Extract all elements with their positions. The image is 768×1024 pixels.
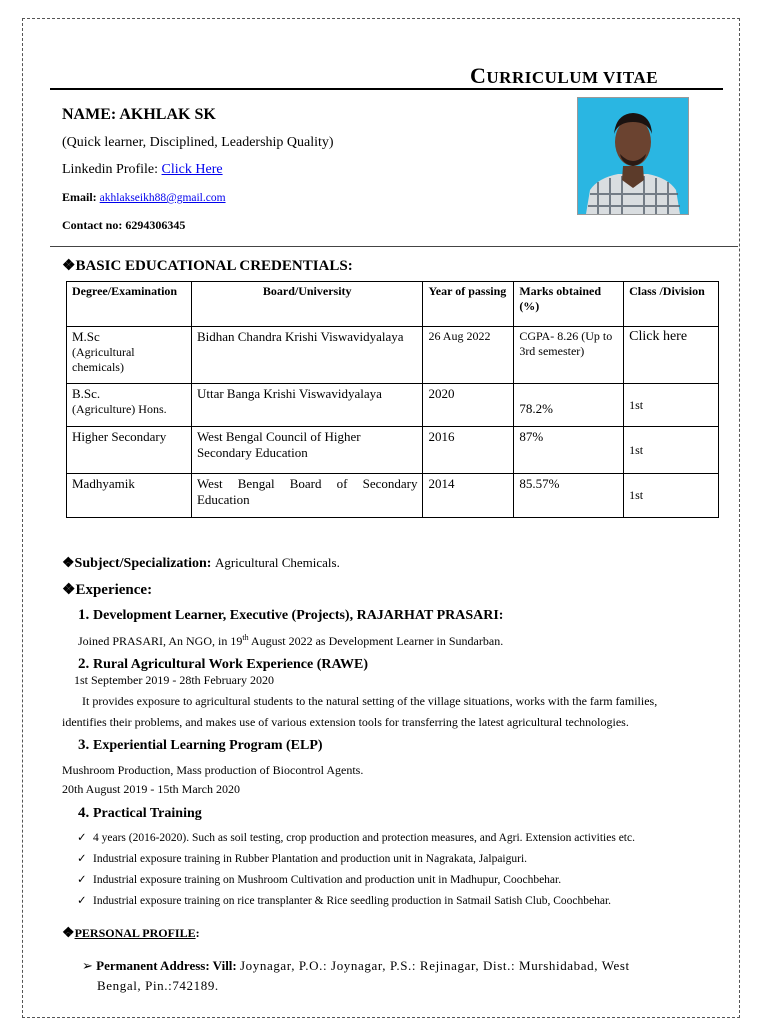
education-heading: ❖BASIC EDUCATIONAL CREDENTIALS: bbox=[62, 258, 353, 274]
degree-cell: B.Sc. bbox=[72, 386, 101, 401]
qualities-text: (Quick learner, Disciplined, Leadership Quality) bbox=[62, 135, 334, 150]
experience-item-1-text: Joined PRASARI, An NGO, in 19th August 2022 as Development Learner in Sundarban. bbox=[78, 633, 504, 648]
education-table bbox=[66, 281, 719, 518]
division-link[interactable]: Click here bbox=[624, 327, 719, 384]
year-cell: 26 Aug 2022 bbox=[423, 327, 514, 384]
marks-cell: 78.2% bbox=[514, 384, 624, 427]
degree-cell: Higher Secondary bbox=[67, 427, 192, 474]
header-marks: Marks obtained (%) bbox=[514, 282, 624, 327]
table-row bbox=[67, 474, 719, 518]
document-title: CURRICULUM VITAE bbox=[470, 63, 659, 88]
degree-subtitle: (Agriculture) Hons. bbox=[72, 402, 167, 416]
checkmark-icon: ✓ bbox=[77, 853, 87, 865]
experience-item-2-text-2: identifies their problems, and makes use of various extension tools for transferring the latest agricultural technologies. bbox=[62, 715, 629, 729]
year-cell: 2016 bbox=[423, 427, 514, 474]
degree-subtitle: (Agricultural chemicals) bbox=[72, 345, 135, 374]
diamond-bullet-icon: ❖ bbox=[62, 926, 75, 941]
table-row bbox=[67, 327, 719, 384]
experience-item-3-title: 3. Experiential Learning Program (ELP) bbox=[78, 737, 323, 753]
profile-photo bbox=[577, 97, 689, 215]
arrow-bullet-icon: ➢ bbox=[82, 958, 97, 973]
email-label: Email: bbox=[62, 190, 100, 204]
checkmark-icon: ✓ bbox=[77, 874, 87, 886]
experience-item-2-text-1: It provides exposure to agricultural students to the natural setting of the village situations, works with the farm families, bbox=[82, 694, 658, 708]
contact-number: Contact no: 6294306345 bbox=[62, 218, 186, 232]
marks-cell: 87% bbox=[514, 427, 624, 474]
email-link[interactable]: akhlakseikh88@gmail.com bbox=[99, 192, 226, 204]
candidate-name: NAME: AKHLAK SK bbox=[62, 106, 216, 123]
training-point: ✓ Industrial exposure training on Mushroom Cultivation and production unit in Madhupur, Coochbehar. bbox=[77, 874, 562, 886]
header-degree: Degree/Examination bbox=[67, 282, 192, 327]
header-division: Class /Division bbox=[624, 282, 719, 327]
linkedin-row bbox=[62, 162, 223, 178]
marks-cell: CGPA- 8.26 (Up to 3rd semester) bbox=[514, 327, 624, 384]
email-row bbox=[62, 190, 226, 205]
linkedin-link[interactable]: Click Here bbox=[161, 162, 223, 177]
header-divider bbox=[50, 246, 738, 247]
checkmark-icon: ✓ bbox=[77, 832, 87, 844]
address-line-2: Bengal, Pin.:742189. bbox=[97, 978, 219, 993]
division-cell: 1st bbox=[624, 474, 719, 518]
personal-heading-row: ❖PERSONAL PROFILE: bbox=[62, 926, 200, 941]
subject-row bbox=[62, 554, 340, 572]
table-header-row bbox=[67, 282, 719, 327]
board-cell: Bidhan Chandra Krishi Viswavidyalaya bbox=[196, 329, 404, 344]
experience-item-2-title: 2. Rural Agricultural Work Experience (RAWE) bbox=[78, 656, 369, 672]
title-rule bbox=[50, 88, 723, 90]
training-point: ✓ 4 years (2016-2020). Such as soil testing, crop production and protection measures, and Agri. Extension activities etc. bbox=[77, 832, 635, 844]
experience-item-1-title: 1. Development Learner, Executive (Projects), RAJARHAT PRASARI: bbox=[78, 607, 504, 623]
checkmark-icon: ✓ bbox=[77, 895, 87, 907]
subject-label: ❖Subject/Specialization: bbox=[62, 556, 215, 571]
board-cell: Uttar Banga Krishi Viswavidyalaya bbox=[191, 384, 423, 427]
degree-cell: Madhyamik bbox=[67, 474, 192, 518]
header-board: Board/University bbox=[191, 282, 423, 327]
experience-item-3-text: Mushroom Production, Mass production of Biocontrol Agents. bbox=[62, 763, 364, 777]
subject-value: Agricultural Chemicals. bbox=[214, 555, 340, 570]
experience-heading: ❖Experience: bbox=[62, 582, 153, 598]
marks-cell: 85.57% bbox=[514, 474, 624, 518]
board-cell: West Bengal Council of Higher Secondary Education bbox=[191, 427, 423, 474]
year-cell: 2014 bbox=[423, 474, 514, 518]
experience-item-3-dates: 20th August 2019 - 15th March 2020 bbox=[62, 782, 240, 796]
year-cell: 2020 bbox=[423, 384, 514, 427]
board-cell: West Bengal Board of Secondary Education bbox=[196, 476, 418, 507]
personal-heading: PERSONAL PROFILE bbox=[74, 926, 196, 940]
degree-cell: M.Sc bbox=[72, 329, 100, 344]
division-cell: 1st bbox=[624, 427, 719, 474]
address-line-1: ➢ Permanent Address: Vill: Joynagar, P.O.: Joynagar, P.S.: Rejinagar, Dist.: Murshidabad, West bbox=[82, 958, 630, 973]
table-row bbox=[67, 384, 719, 427]
training-point: ✓ Industrial exposure training on rice transplanter & Rice seedling production in Satmail Satish Club, Coochbehar. bbox=[77, 895, 612, 907]
training-point: ✓ Industrial exposure training in Rubber Plantation and production unit in Nagrakata, Jalpaiguri. bbox=[77, 853, 528, 865]
division-cell: 1st bbox=[624, 384, 719, 427]
table-row bbox=[67, 427, 719, 474]
linkedin-label: Linkedin Profile: bbox=[62, 162, 162, 177]
header-year: Year of passing bbox=[423, 282, 514, 327]
experience-item-2-dates: 1st September 2019 - 28th February 2020 bbox=[74, 673, 274, 687]
experience-item-4-title: 4. Practical Training bbox=[78, 805, 202, 821]
